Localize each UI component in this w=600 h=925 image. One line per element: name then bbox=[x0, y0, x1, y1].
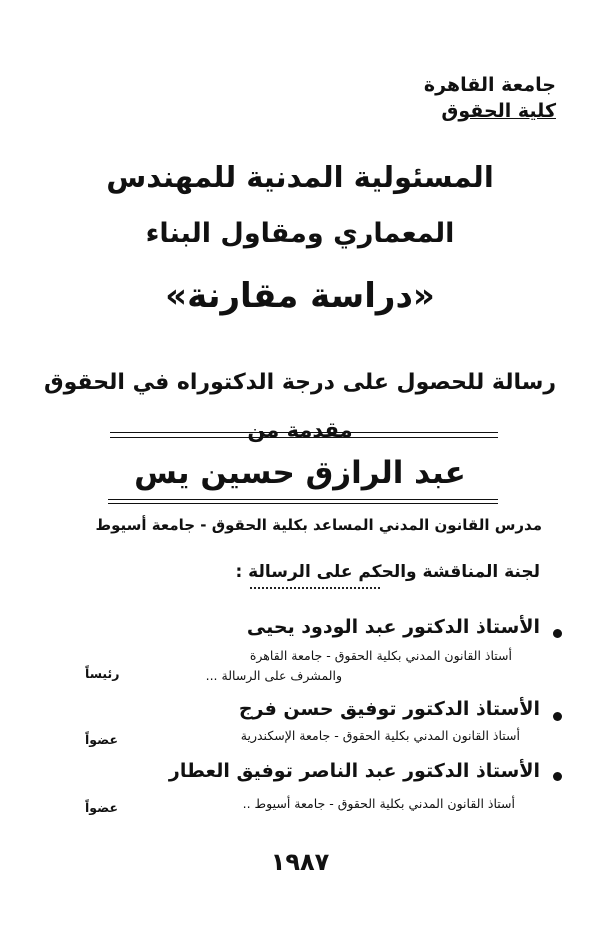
author-name: عبد الرازق حسين يس bbox=[134, 455, 466, 491]
university-header bbox=[424, 72, 556, 124]
author-underline-2 bbox=[108, 503, 498, 504]
member-name: الأستاذ الدكتور توفيق حسن فرج bbox=[238, 698, 540, 720]
member-name: الأستاذ الدكتور عبد الناصر توفيق العطار bbox=[168, 760, 540, 782]
member-role: رئيساً bbox=[85, 666, 120, 681]
university-name: جامعة القاهرة bbox=[423, 74, 556, 96]
member-title: أستاذ القانون المدني بكلية الحقوق - جامعة القاهرة bbox=[249, 648, 512, 663]
bullet-icon bbox=[553, 629, 562, 638]
author-underline-1 bbox=[108, 499, 498, 500]
bullet-icon bbox=[553, 712, 562, 721]
title-line-3: «دراسة مقارنة» bbox=[165, 276, 435, 316]
member-name: الأستاذ الدكتور عبد الودود يحيى bbox=[246, 616, 540, 638]
member-note: والمشرف على الرسالة ... bbox=[205, 668, 342, 683]
title-line-2: المعماري ومقاول البناء bbox=[145, 218, 455, 249]
member-role: عضواً bbox=[85, 732, 118, 747]
title-line-1: المسئولية المدنية للمهندس bbox=[106, 160, 494, 194]
member-title: أستاذ القانون المدني بكلية الحقوق - جامعة الإسكندرية bbox=[240, 728, 520, 743]
year: ١٩٨٧ bbox=[270, 848, 330, 876]
thesis-purpose: رسالة للحصول على درجة الدكتوراه في الحقوق bbox=[43, 370, 557, 395]
committee-heading: لجنة المناقشة والحكم على الرسالة : bbox=[235, 562, 540, 582]
submitted-by-label: مقدمة من bbox=[247, 418, 353, 442]
faculty-name: كلية الحقوق bbox=[441, 100, 556, 122]
committee-dotted-line bbox=[250, 587, 380, 589]
bullet-icon bbox=[553, 772, 562, 781]
author-position: مدرس القانون المدني المساعد بكلية الحقوق - جامعة أسيوط bbox=[95, 516, 542, 534]
member-title: أستاذ القانون المدني بكلية الحقوق - جامعة أسيوط .. bbox=[242, 796, 515, 811]
member-role: عضواً bbox=[85, 800, 118, 815]
